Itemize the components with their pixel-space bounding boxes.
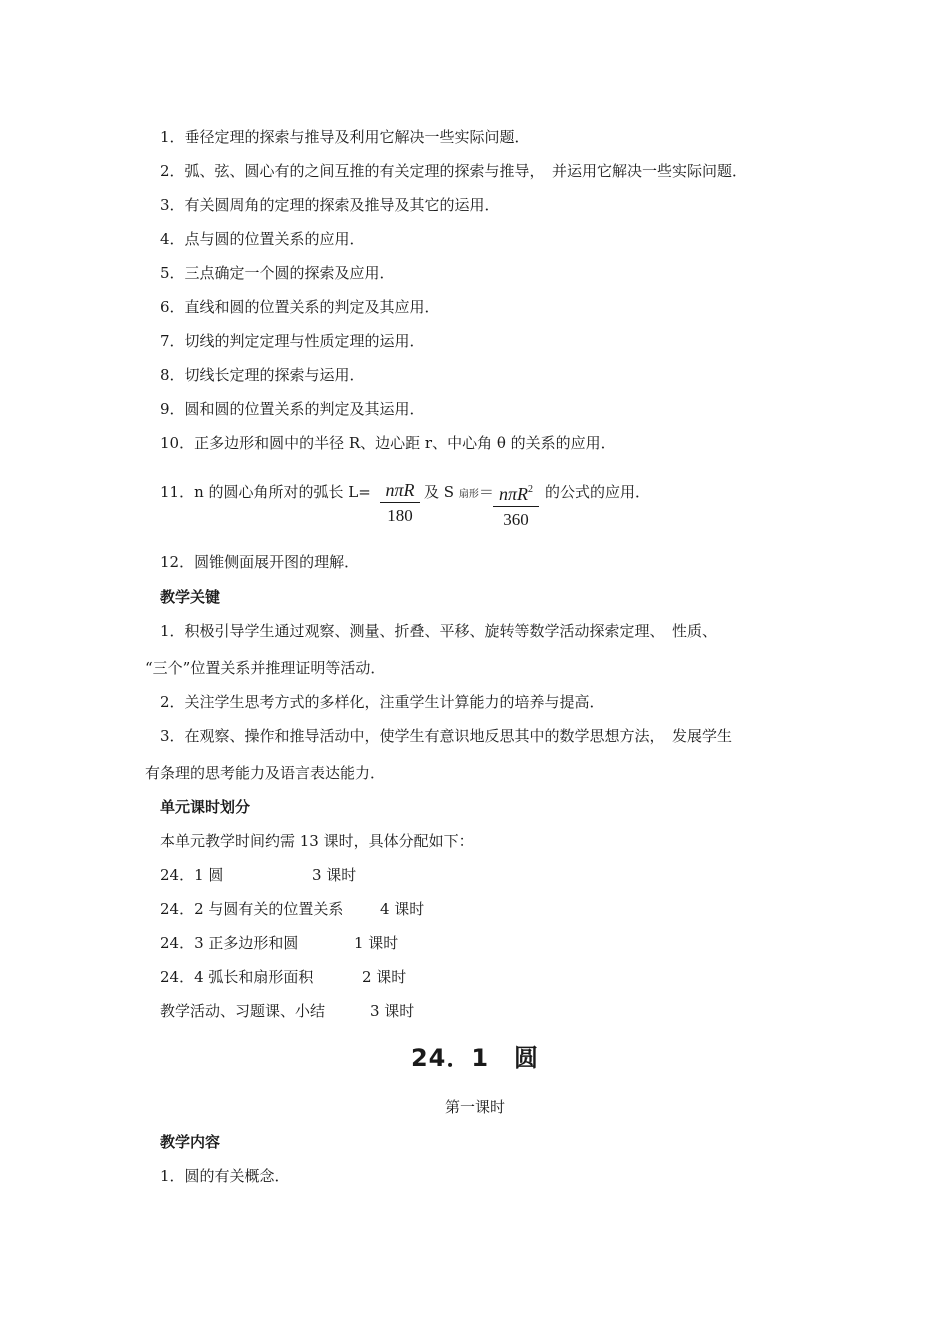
lesson-label: 第一课时 <box>444 1098 505 1116</box>
objective-5: 5．三点确定一个圆的探索及应用． <box>160 264 395 282</box>
key-point-2: 2．关注学生思考方式的多样化，注重学生计算能力的培养与提高． <box>160 693 605 711</box>
objective-7: 7．切线的判定定理与性质定理的运用． <box>160 332 425 350</box>
schedule-row-hours: 2 课时 <box>362 968 407 986</box>
sector-area-numerator: nπR$^2$ <box>498 484 533 504</box>
content-item-1: 1．圆的有关概念． <box>160 1167 290 1185</box>
objective-1: 1．垂径定理的探索与推导及利用它解决一些实际问题． <box>160 128 530 146</box>
arc-length-denominator: 180 <box>387 506 413 525</box>
schedule-row-name: 24．2 与圆有关的位置关系 <box>160 900 344 918</box>
objective-8: 8．切线长定理的探索与运用． <box>160 366 365 384</box>
schedule-row-name: 24．3 正多边形和圆 <box>160 934 299 952</box>
objective-12: 12．圆锥侧面展开图的理解． <box>160 553 360 571</box>
objective-4: 4．点与圆的位置关系的应用． <box>160 230 365 248</box>
key-point-1b: “三个”位置关系并推理证明等活动． <box>145 659 386 677</box>
objective-10: 10．正多边形和圆中的半径 R、边心距 r、中心角 θ 的关系的应用． <box>160 434 616 452</box>
objective-2: 2．弧、弦、圆心有的之间互推的有关定理的探索与推导， 并运用它解决一些实际问题． <box>160 162 748 180</box>
schedule-row-hours: 1 课时 <box>354 934 399 952</box>
key-point-3b: 有条理的思考能力及语言表达能力． <box>145 764 386 782</box>
arc-length-fraction <box>380 479 420 526</box>
schedule-row-hours: 4 课时 <box>380 900 425 918</box>
arc-length-numerator: nπR <box>385 480 415 500</box>
sector-area-denominator: 360 <box>503 510 529 529</box>
objective-3: 3．有关圆周角的定理的探索及推导及其它的运用． <box>160 196 500 214</box>
schedule-row-name: 教学活动、习题课、小结 <box>160 1002 326 1020</box>
schedule-row-name: 24．4 弧长和扇形面积 <box>160 968 314 986</box>
formula-suffix: 的公式的应用． <box>545 483 651 501</box>
schedule-intro: 本单元教学时间约需 13 课时，具体分配如下： <box>160 832 474 850</box>
schedule-row-hours: 3 课时 <box>370 1002 415 1020</box>
schedule-row-name: 24．1 圆 <box>160 866 224 884</box>
formula-mid: 及 S 扇形＝ <box>424 483 494 501</box>
objective-9: 9．圆和圆的位置关系的判定及其运用． <box>160 400 425 418</box>
formula-prefix: 11．n 的圆心角所对的弧长 L= <box>160 483 371 501</box>
sector-area-fraction <box>493 479 539 530</box>
key-point-1a: 1．积极引导学生通过观察、测量、折叠、平移、旋转等数学活动探索定理、 性质、 <box>160 622 718 640</box>
schedule-heading: 单元课时划分 <box>160 798 251 816</box>
sector-subscript: 扇形 <box>458 489 479 500</box>
section-title: 24．1 圆 <box>410 1044 540 1072</box>
objective-6: 6．直线和圆的位置关系的判定及其应用． <box>160 298 440 316</box>
schedule-row-hours: 3 课时 <box>312 866 357 884</box>
key-heading: 教学关键 <box>160 588 221 606</box>
content-heading: 教学内容 <box>160 1133 221 1151</box>
key-point-3a: 3．在观察、操作和推导活动中，使学生有意识地反思其中的数学思想方法， 发展学生 <box>160 727 733 745</box>
